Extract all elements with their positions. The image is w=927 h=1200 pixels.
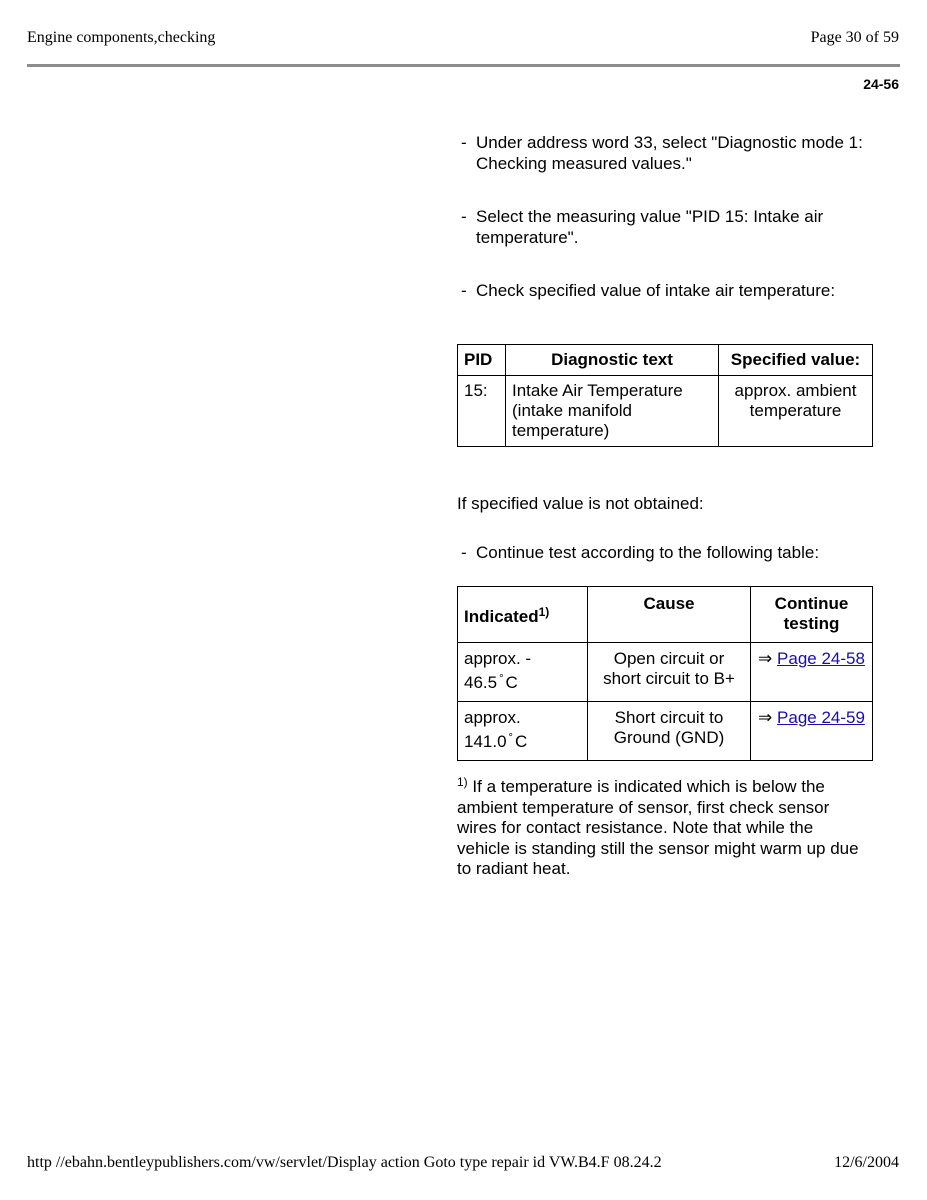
col-header-pid: PID — [458, 345, 506, 376]
footer-url: http //ebahn.bentleypublishers.com/vw/servlet/Display action Goto type repair id VW.B4.F 08.24.2 — [27, 1154, 662, 1171]
indicated-cell — [458, 643, 588, 702]
bullet-dash: - — [461, 281, 467, 300]
indicated-unit: C — [514, 732, 528, 751]
step-text: Select the measuring value "PID 15: Intake air temperature". — [476, 207, 824, 247]
page-link-24-59[interactable]: Page 24-59 — [777, 708, 865, 727]
indicated-label: Indicated — [464, 606, 539, 626]
footer-date: 12/6/2004 — [834, 1154, 899, 1171]
table-row — [458, 643, 873, 702]
not-obtained-text: If specified value is not obtained: — [457, 494, 704, 513]
col-header-cause: Cause — [588, 587, 751, 643]
indicated-unit: C — [505, 673, 518, 692]
indicated-cell — [458, 702, 588, 761]
col-header-diagnostic-text: Diagnostic text — [506, 345, 719, 376]
section-number: 24-56 — [863, 76, 899, 92]
table-row — [458, 702, 873, 761]
step-text: Check specified value of intake air temperature: — [476, 281, 836, 300]
table-row — [458, 376, 873, 447]
indicated-prefix: approx. - — [464, 649, 532, 668]
indicated-value: 141.0 — [464, 732, 507, 751]
bullet-dash: - — [461, 133, 467, 152]
page-link-24-58[interactable]: Page 24-58 — [777, 649, 865, 668]
cause-cell: Short circuit to Ground (GND) — [588, 702, 751, 761]
step-text: Continue test according to the following table: — [476, 543, 820, 562]
footnote-text: If a temperature is indicated which is below the ambient temperature of sensor, first check sensor wires for contact resistance. Note that while the vehicle is standing still the sensor might warm up due to radiant heat. — [457, 777, 859, 878]
page-indicator: Page 30 of 59 — [810, 29, 899, 46]
degree-symbol: ° — [499, 673, 504, 685]
indicated-value: 46.5 — [464, 673, 498, 692]
degree-symbol: ° — [508, 732, 513, 744]
bullet-dash: - — [461, 207, 467, 226]
specified-value-cell: approx. ambient temperature — [719, 376, 873, 447]
footnote-marker: 1) — [538, 604, 550, 619]
continue-testing-cell — [751, 702, 873, 761]
arrow-icon: ⇒ — [758, 649, 773, 668]
footnote-marker: 1) — [457, 775, 468, 789]
col-header-specified-value: Specified value: — [719, 345, 873, 376]
pid-cell: 15: — [458, 376, 506, 447]
footnote — [457, 772, 867, 880]
continue-testing-cell — [751, 643, 873, 702]
table-header-row — [458, 587, 873, 643]
diagnostic-text-cell: Intake Air Temperature (intake manifold temperature) — [506, 376, 719, 447]
bullet-dash: - — [461, 543, 467, 562]
col-header-continue-testing: Continue testing — [751, 587, 873, 643]
specified-value-table — [457, 344, 873, 447]
step-text: Under address word 33, select "Diagnostic mode 1: Checking measured values." — [476, 133, 863, 173]
header-divider — [27, 64, 900, 67]
table-header-row — [458, 345, 873, 376]
arrow-icon: ⇒ — [758, 708, 773, 727]
indicated-prefix: approx. — [464, 708, 521, 727]
col-header-indicated — [458, 587, 588, 643]
cause-cell: Open circuit or short circuit to B+ — [588, 643, 751, 702]
troubleshooting-table — [457, 586, 873, 761]
document-title: Engine components,checking — [27, 29, 216, 46]
